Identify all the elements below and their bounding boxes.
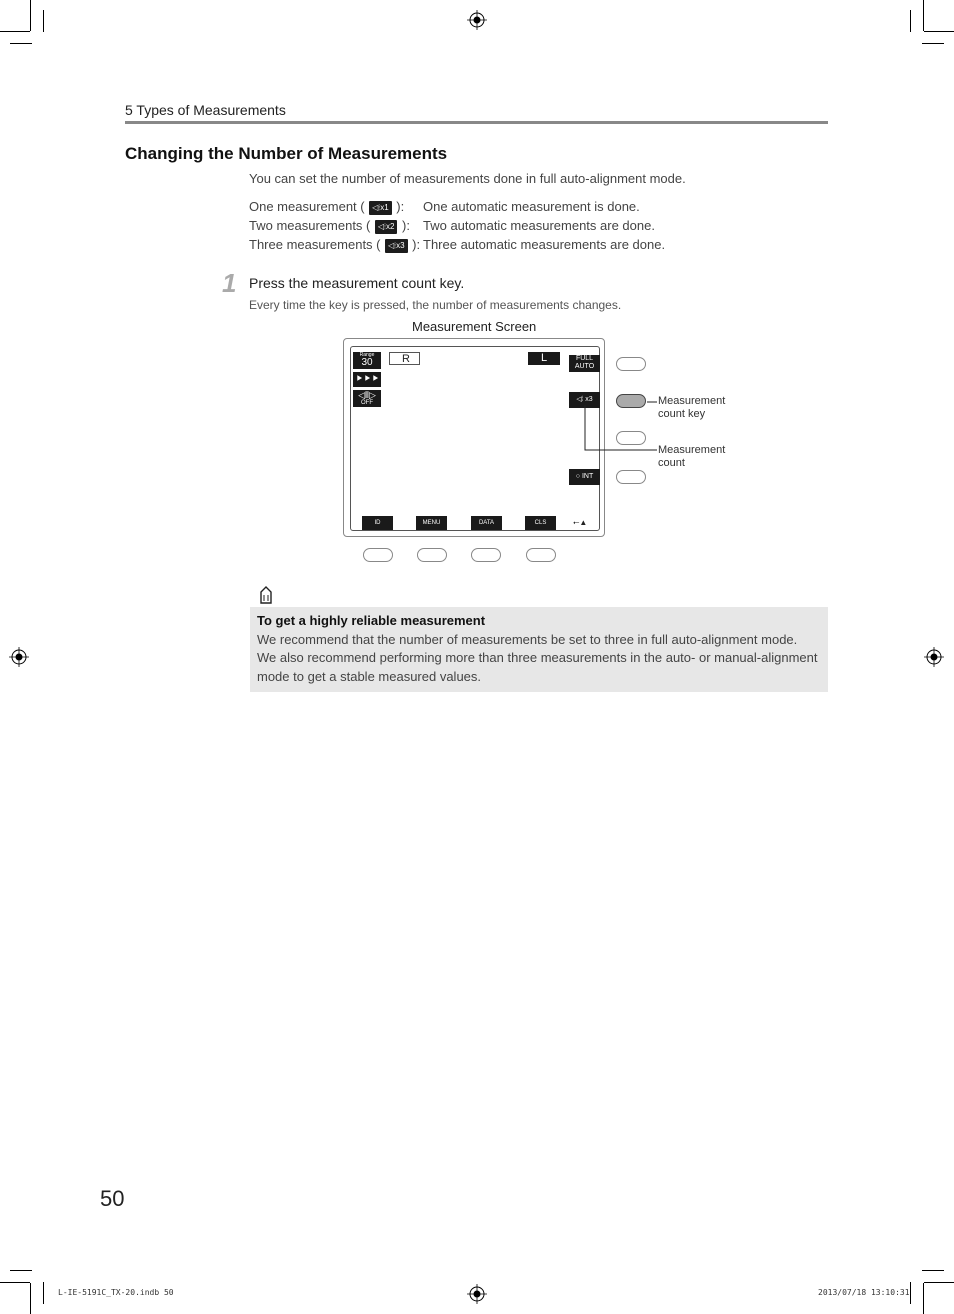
target-icon: ⯈⯈⯈ [355, 374, 379, 385]
left-eye-label: L [528, 352, 560, 365]
section-header: 5 Types of Measurements [125, 102, 286, 118]
crop-mark [10, 1270, 32, 1271]
bottom-key-menu[interactable] [417, 548, 447, 562]
mode-desc: Two automatic measurements are done. [423, 218, 655, 233]
tab-menu: MENU [416, 516, 447, 530]
crop-mark [30, 0, 31, 31]
count-x1-icon: ◁⦙x1 [369, 201, 391, 215]
intro-text: You can set the number of measurements done in full auto-alignment mode. [249, 171, 686, 186]
count-x2-icon: ◁⦙x2 [375, 220, 397, 234]
registration-mark-icon [467, 10, 487, 30]
crop-mark [923, 0, 924, 31]
crop-mark [923, 1283, 924, 1314]
bottom-key-data[interactable] [471, 548, 501, 562]
note-line: mode to get a stable measured values. [257, 669, 482, 684]
callout-count-key: Measurement count key [658, 395, 726, 420]
screen-caption: Measurement Screen [412, 319, 537, 334]
crop-mark [10, 43, 32, 44]
registration-mark-icon [467, 1284, 487, 1304]
count-x3-icon: ◁⦙x3 [385, 239, 407, 253]
side-key-1[interactable] [616, 357, 646, 371]
right-eye-label: R [389, 352, 420, 365]
step-subtext: Every time the key is pressed, the number of measurements changes. [249, 298, 622, 312]
section-rule [125, 121, 828, 124]
full-auto-tile: FULL AUTO [569, 355, 600, 372]
crop-mark [43, 1282, 44, 1304]
crop-mark [910, 10, 911, 32]
range-tile: Range 30 [353, 352, 381, 369]
usb-printer-icon: ⭠▲ [573, 518, 588, 527]
note-title: To get a highly reliable measurement [257, 613, 486, 628]
crop-mark [924, 31, 954, 32]
tab-id: ID [362, 516, 393, 530]
screen-display [350, 346, 600, 531]
mode-label-end: ): [412, 237, 421, 252]
step-text: Press the measurement count key. [249, 275, 465, 291]
mode-desc: One automatic measurement is done. [423, 199, 640, 214]
crop-mark [922, 43, 944, 44]
bottom-key-cls[interactable] [526, 548, 556, 562]
alignment-off-tile: ◁⦀▷ OFF [353, 390, 381, 407]
side-key-4[interactable] [616, 470, 646, 484]
mode-label: Two measurements ( [249, 218, 371, 233]
mode-label-end: ): [396, 199, 405, 214]
callout-count: Measurement count [658, 444, 726, 469]
tab-cls: CLS [525, 516, 556, 530]
mode-label-end: ): [402, 218, 410, 233]
tab-data: DATA [471, 516, 502, 530]
callout-leaders [580, 395, 660, 455]
int-tile: ○ INT [569, 469, 600, 485]
note-memo-icon [258, 585, 274, 605]
measurement-count-tile: ◁⦙ x3 [569, 392, 600, 408]
mode-desc: Three automatic measurements are done. [423, 237, 666, 252]
crop-mark [43, 10, 44, 32]
crop-mark [30, 1283, 31, 1314]
page-title: Changing the Number of Measurements [125, 144, 448, 163]
registration-mark-icon [9, 647, 29, 667]
step-number: 1 [222, 268, 237, 298]
crop-mark [0, 1282, 30, 1283]
mode-label: Three measurements ( [249, 237, 381, 252]
note-line: We recommend that the number of measurements be set to three in full auto-alignment mode. [257, 632, 798, 647]
mode-label: One measurement ( [249, 199, 365, 214]
registration-mark-icon [924, 647, 944, 667]
crop-mark [910, 1282, 911, 1304]
footer-file-info: L-IE-5191C_TX-20.indb 50 [58, 1288, 174, 1297]
page-number: 50 [100, 1186, 125, 1211]
crop-mark [0, 31, 30, 32]
footer-timestamp: 2013/07/18 13:10:31 [818, 1288, 910, 1297]
crop-mark [922, 1270, 944, 1271]
bottom-key-id[interactable] [363, 548, 393, 562]
crop-mark [924, 1282, 954, 1283]
note-line: We also recommend performing more than three measurements in the auto- or manual-alignment [257, 650, 818, 665]
